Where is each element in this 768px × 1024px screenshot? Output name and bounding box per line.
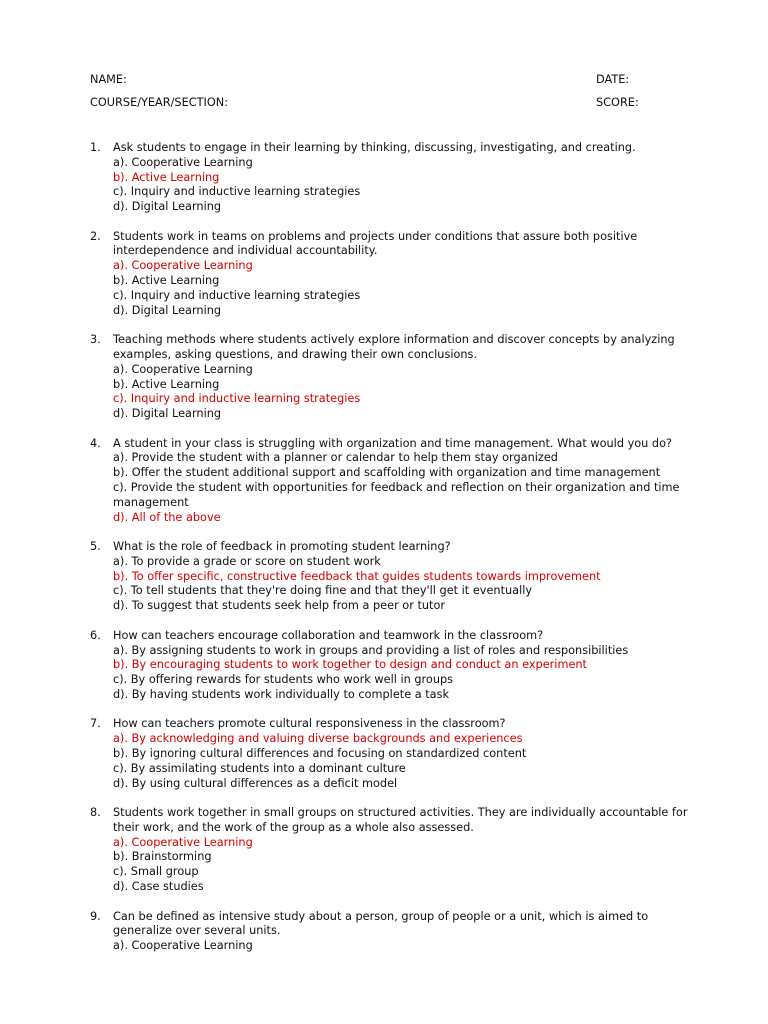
answer-choice: c). Small group (113, 865, 199, 879)
answer-choice: c). Inquiry and inductive learning strategies (113, 185, 361, 199)
answer-choice: d). Digital Learning (113, 200, 222, 214)
question-body (113, 333, 690, 422)
answer-choice-correct: c). Inquiry and inductive learning strategies (113, 392, 361, 406)
answer-choice: a). Cooperative Learning (113, 155, 253, 169)
question-body (113, 910, 690, 954)
header-row-1 (90, 73, 708, 89)
answer-choice-correct: b). To offer specific, constructive feedback that guides students towards improvement (113, 569, 601, 583)
answer-choices (113, 363, 690, 422)
question-number: 2. (90, 229, 101, 243)
question-item (90, 141, 690, 215)
answer-choice: c). To tell students that they're doing fine and that they'll get it eventually (113, 584, 533, 598)
answer-choice-correct: a). By acknowledging and valuing diverse backgrounds and experiences (113, 732, 523, 746)
question-item (90, 910, 690, 954)
header-row-2 (90, 96, 708, 112)
answer-choice-correct: d). All of the above (113, 510, 221, 524)
question-item (90, 333, 690, 422)
question-text: Students work together in small groups on structured activities. They are individually accountable for their work, and the work of the group as a whole also assessed. (113, 806, 688, 834)
question-item (90, 230, 690, 319)
name-label: NAME: (90, 73, 127, 86)
answer-choice-correct: b). Active Learning (113, 170, 220, 184)
score-label: SCORE: (596, 96, 639, 109)
question-number: 6. (90, 628, 101, 642)
question-number: 8. (90, 806, 101, 820)
answer-choice-correct: a). Cooperative Learning (113, 259, 253, 273)
answer-choice: b). Brainstorming (113, 850, 212, 864)
question-number: 1. (90, 141, 101, 154)
question-item (90, 437, 690, 526)
answer-choice: a). By assigning students to work in groups and providing a list of roles and responsibilities (113, 643, 629, 657)
question-body (113, 230, 690, 319)
answer-choice: c). Provide the student with opportunities for feedback and reflection on their organization and time management (113, 481, 680, 509)
answer-choices (113, 732, 690, 791)
answer-choice: d). To suggest that students seek help from a peer or tutor (113, 599, 446, 613)
answer-choice: b). Active Learning (113, 377, 220, 391)
answer-choices (113, 259, 690, 318)
answer-choice: d). Case studies (113, 880, 204, 894)
question-number: 4. (90, 436, 101, 450)
question-item (90, 717, 690, 791)
question-text: Students work in teams on problems and projects under conditions that assure both positive interdependence and individual accountability. (113, 229, 638, 258)
answer-choice: a). Provide the student with a planner or calendar to help them stay organized (113, 451, 558, 465)
question-number: 5. (90, 540, 101, 554)
question-body (113, 437, 690, 526)
answer-choices (113, 555, 690, 614)
answer-choice: b). Active Learning (113, 274, 220, 288)
question-number: 3. (90, 333, 101, 347)
question-list (90, 141, 690, 969)
answer-choice: a). To provide a grade or score on student work (113, 554, 381, 568)
question-text: What is the role of feedback in promoting student learning? (113, 540, 451, 554)
question-item (90, 540, 690, 614)
question-text: Ask students to engage in their learning by thinking, discussing, investigating, and creating. (113, 141, 636, 154)
question-text: Teaching methods where students actively explore information and discover concepts by analyzing examples, asking questions, and drawing their own conclusions. (113, 333, 675, 361)
answer-choices (113, 644, 690, 703)
question-number: 7. (90, 717, 101, 731)
date-label: DATE: (596, 73, 630, 86)
answer-choice: a). Cooperative Learning (113, 939, 253, 953)
question-text: How can teachers encourage collaboration and teamwork in the classroom? (113, 628, 544, 642)
answer-choices (113, 836, 690, 895)
question-body (113, 540, 690, 614)
question-number: 9. (90, 909, 101, 923)
answer-choice: b). By ignoring cultural differences and focusing on standardized content (113, 747, 527, 761)
answer-choices (113, 156, 690, 215)
answer-choice: b). Offer the student additional support and scaffolding with organization and time management (113, 466, 661, 480)
answer-choice-correct: b). By encouraging students to work together to design and conduct an experiment (113, 658, 587, 672)
answer-choice: d). By having students work individually to complete a task (113, 687, 450, 701)
question-text: How can teachers promote cultural responsiveness in the classroom? (113, 717, 506, 731)
question-item (90, 806, 690, 895)
answer-choice: c). By assimilating students into a dominant culture (113, 761, 406, 775)
question-text: A student in your class is struggling with organization and time management. What would you do? (113, 436, 673, 450)
answer-choice-correct: a). Cooperative Learning (113, 835, 253, 849)
answer-choice: a). Cooperative Learning (113, 362, 253, 376)
answer-choice: c). Inquiry and inductive learning strategies (113, 288, 361, 302)
answer-choice: c). By offering rewards for students who work well in groups (113, 673, 454, 687)
question-body (113, 717, 690, 791)
question-item (90, 629, 690, 703)
question-body (113, 629, 690, 703)
answer-choice: d). Digital Learning (113, 303, 222, 317)
question-body (113, 806, 690, 895)
answer-choices (113, 451, 690, 525)
answer-choice: d). Digital Learning (113, 407, 222, 421)
course-year-section-label: COURSE/YEAR/SECTION: (90, 96, 229, 109)
question-text: Can be defined as intensive study about a person, group of people or a unit, which is aimed to generalize over several units. (113, 909, 649, 938)
answer-choice: d). By using cultural differences as a deficit model (113, 776, 398, 790)
question-body (113, 141, 690, 215)
answer-choices (113, 939, 690, 954)
